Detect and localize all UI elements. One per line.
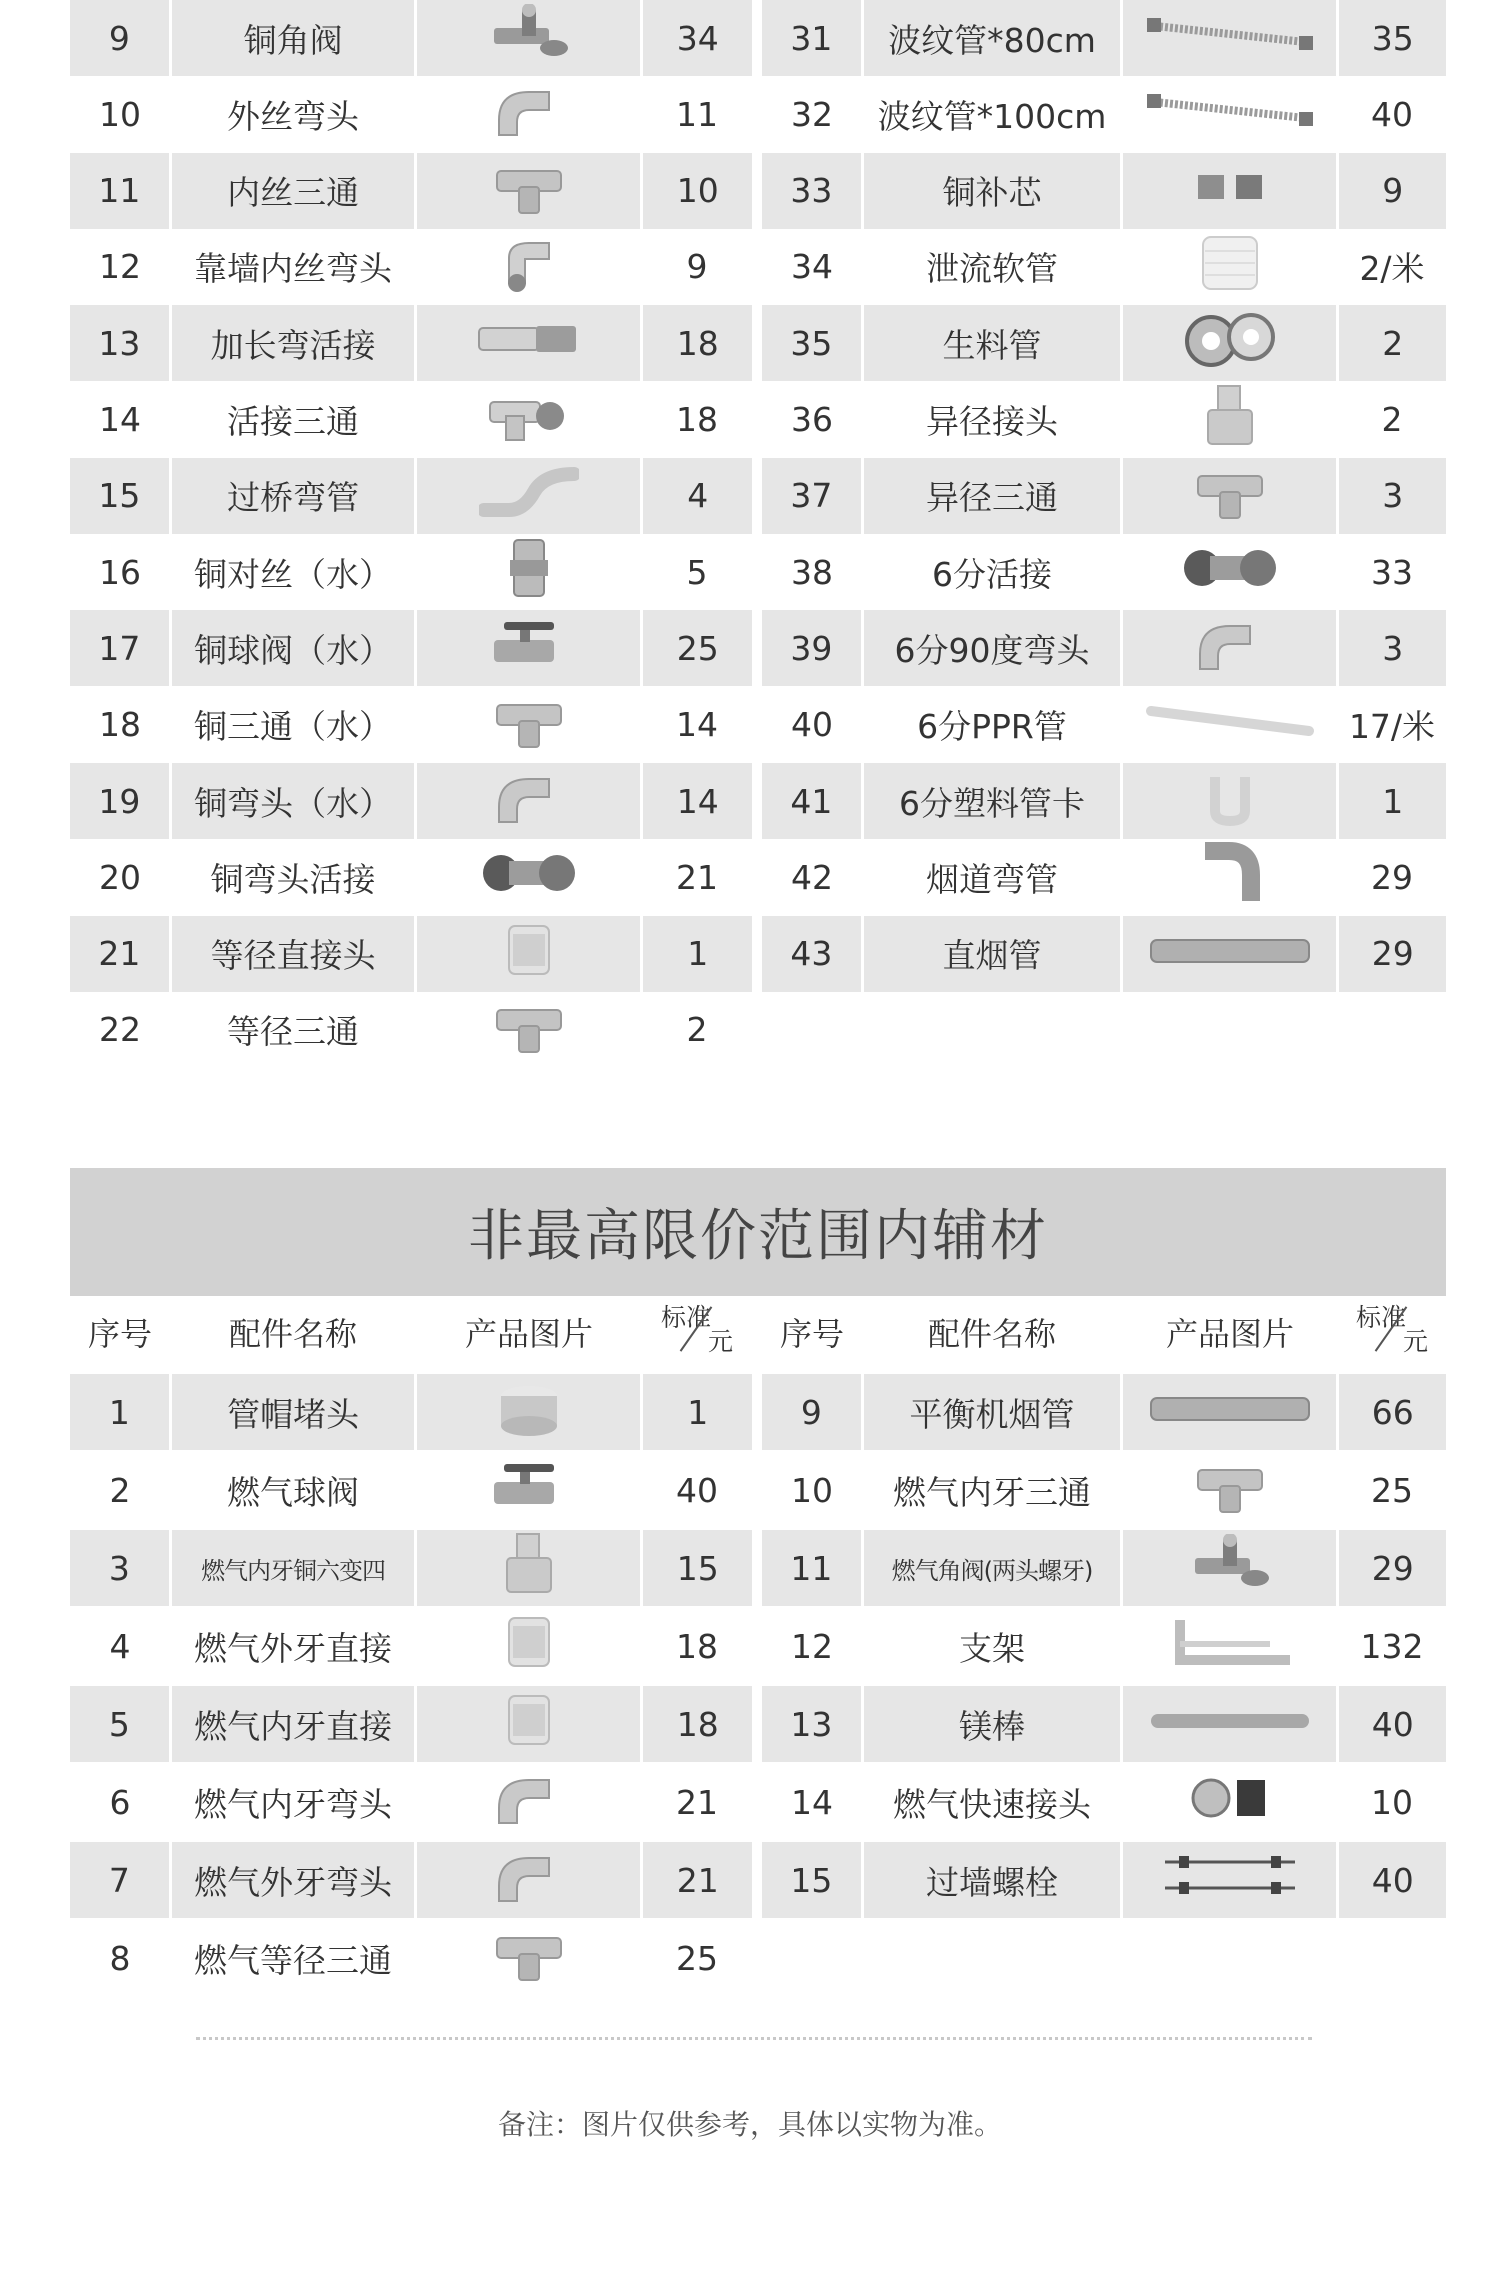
header-image: 产品图片: [464, 1315, 593, 1353]
row-number: 39: [790, 628, 833, 668]
part-name: 铜弯头（水）: [169, 763, 415, 839]
header-price-right: [1338, 1298, 1446, 1366]
ball-valve-icon: [484, 1456, 574, 1524]
flue-pipe-icon: [1145, 930, 1315, 978]
standard-price: 14: [676, 705, 718, 745]
standard-price: 40: [1336, 1842, 1446, 1918]
row-number: 41: [790, 781, 833, 821]
standard-price: 40: [1336, 1686, 1446, 1762]
angle-valve-icon: [484, 4, 574, 72]
row-number: 9: [800, 1392, 822, 1432]
part-name: 燃气内牙铜六变四: [169, 1530, 415, 1606]
standard-price: 2: [1336, 305, 1446, 381]
header-no-right: 序号: [779, 1315, 844, 1353]
row-number: 33: [790, 171, 833, 211]
product-image: [1122, 703, 1338, 747]
union-icon: [479, 845, 579, 909]
table-row: [70, 839, 752, 915]
table-row: [762, 1686, 1446, 1762]
standard-price: 35: [1336, 0, 1446, 76]
standard-price: 29: [1336, 1530, 1446, 1606]
part-name: 外丝弯头: [227, 96, 359, 136]
nipple-icon: [504, 536, 554, 608]
row-number: 12: [99, 247, 141, 287]
product-image: [1122, 90, 1338, 138]
row-number: 40: [791, 705, 833, 745]
product-image: [1122, 1456, 1338, 1524]
part-name: 平衡机烟管: [861, 1374, 1121, 1450]
part-name: 铜补芯: [861, 153, 1121, 229]
row-number: 13: [98, 323, 141, 363]
table-row: [762, 76, 1446, 152]
row-number: 5: [108, 1704, 130, 1744]
standard-price: 18: [640, 1686, 752, 1762]
reducer-icon: [499, 1532, 559, 1604]
standard-price: 66: [1336, 1374, 1446, 1450]
product-image: [414, 305, 640, 381]
elbow-icon: [489, 1768, 569, 1836]
reducer-icon: [1200, 384, 1260, 456]
product-image: [1120, 916, 1336, 992]
part-name: 活接三通: [227, 402, 359, 441]
row-number: 22: [99, 1010, 141, 1050]
pipe-clip-icon: [1205, 767, 1255, 835]
product-image: [414, 916, 640, 992]
dotted-divider: [196, 2037, 1312, 2040]
part-name: 直烟管: [861, 916, 1121, 992]
table-row: [70, 382, 752, 458]
corrugated-hose-icon: [1145, 14, 1315, 62]
pipe-cap-icon: [494, 1378, 564, 1446]
header-price-standard-right: 标准: [1356, 1303, 1407, 1332]
product-image: [1120, 1842, 1336, 1918]
product-image: [1122, 1614, 1338, 1678]
pipe-icon: [1145, 703, 1315, 747]
table-row: [70, 305, 752, 381]
standard-price: 14: [640, 763, 752, 839]
bushing-icon: [1180, 167, 1280, 215]
coupling-icon: [499, 1690, 559, 1758]
part-name: 铜对丝（水）: [194, 554, 392, 594]
table-row: [762, 305, 1446, 381]
table-row: [70, 0, 752, 76]
part-name: 内丝三通: [169, 153, 415, 229]
table-row: [762, 1842, 1446, 1918]
table-row: [70, 763, 752, 839]
drain-hose-icon: [1195, 233, 1265, 301]
tee-icon: [1190, 1456, 1270, 1524]
standard-price: 25: [640, 610, 752, 686]
part-name: 波纹管*100cm: [877, 96, 1107, 136]
tee-icon: [489, 996, 569, 1064]
part-name: 燃气角阀(两头螺牙): [861, 1530, 1121, 1606]
product-image: [416, 1456, 642, 1524]
tee-icon: [1190, 462, 1270, 530]
row-number: 32: [791, 94, 833, 134]
row-number: 6: [109, 1782, 131, 1822]
part-name: 烟道弯管: [926, 859, 1058, 899]
standard-price: 10: [640, 153, 752, 229]
row-number: 18: [99, 705, 141, 745]
table-row: [70, 1608, 752, 1684]
row-number: 34: [791, 247, 833, 287]
angle-valve-icon: [1185, 1534, 1275, 1602]
row-number: 38: [791, 552, 833, 592]
header-name: 配件名称: [228, 1315, 357, 1353]
product-image: [416, 996, 642, 1064]
part-name: 管帽堵头: [169, 1374, 415, 1450]
part-name: 波纹管*80cm: [861, 0, 1121, 76]
table-row: [762, 0, 1446, 76]
row-number: 35: [790, 323, 833, 363]
part-name: 燃气内牙直接: [169, 1686, 415, 1762]
row-number: 20: [99, 857, 141, 897]
table-row: [70, 610, 752, 686]
part-name: 燃气快速接头: [893, 1784, 1091, 1824]
standard-price: 18: [676, 1626, 718, 1666]
product-image: [416, 691, 642, 759]
standard-price: 3: [1336, 458, 1446, 534]
flue-elbow-icon: [1195, 841, 1265, 913]
standard-price: 1: [640, 1374, 752, 1450]
product-image: [416, 1612, 642, 1680]
standard-price: 18: [640, 305, 752, 381]
section-title: 非最高限价范围内辅材: [468, 1204, 1048, 1269]
row-number: 21: [98, 934, 141, 974]
row-number: 42: [791, 857, 833, 897]
row-number: 14: [791, 1782, 833, 1822]
union-icon: [1180, 540, 1280, 604]
part-name: 加长弯活接: [169, 305, 415, 381]
row-number: 31: [790, 18, 833, 58]
elbow-icon: [1190, 614, 1270, 682]
table-row: [762, 153, 1446, 229]
part-name: 燃气内牙三通: [893, 1472, 1091, 1512]
standard-price: 40: [676, 1470, 718, 1510]
row-number: 10: [791, 1470, 833, 1510]
flue-pipe-icon: [1145, 1388, 1315, 1436]
row-number: 9: [108, 18, 130, 58]
standard-price: 25: [1371, 1470, 1413, 1510]
top-table: [70, 0, 1446, 1100]
table-row: [70, 153, 752, 229]
standard-price: 21: [640, 1842, 752, 1918]
anode-rod-icon: [1145, 1705, 1315, 1744]
bolt-icon: [1155, 1846, 1305, 1914]
union-tee-icon: [484, 386, 574, 454]
product-image: [414, 763, 640, 839]
product-image: [414, 458, 640, 534]
part-name: 生料管: [861, 305, 1121, 381]
table-row: [70, 458, 752, 534]
product-image: [416, 80, 642, 148]
table-row: [762, 916, 1446, 992]
part-name: 过桥弯管: [169, 458, 415, 534]
standard-price: 2: [1381, 400, 1403, 439]
elbow-icon: [489, 80, 569, 148]
standard-price: 4: [640, 458, 752, 534]
header-price-unit-right: 元: [1402, 1327, 1428, 1356]
table-row: [70, 1374, 752, 1450]
product-image: [416, 386, 642, 454]
product-image: [416, 1924, 642, 1992]
row-number: 43: [790, 934, 833, 974]
standard-price: 3: [1336, 610, 1446, 686]
part-name: 6分活接: [932, 554, 1052, 594]
part-name: 异径三通: [861, 458, 1121, 534]
row-number: 8: [109, 1938, 131, 1978]
table-row: [762, 839, 1446, 915]
standard-price: 25: [676, 1938, 718, 1978]
product-image: [1120, 763, 1336, 839]
standard-price: 2: [686, 1010, 708, 1050]
standard-price: 21: [676, 1782, 718, 1822]
standard-price: 132: [1360, 1626, 1424, 1666]
row-number: 11: [98, 171, 141, 211]
row-number: 37: [790, 476, 833, 516]
product-image: [414, 610, 640, 686]
coupling-icon: [499, 920, 559, 988]
row-number: 14: [99, 400, 141, 439]
part-name: 过墙螺栓: [861, 1842, 1121, 1918]
part-name: 等径直接头: [169, 916, 415, 992]
table-row: [762, 1764, 1446, 1840]
table-row: [70, 229, 752, 305]
part-name: 燃气外牙直接: [194, 1628, 392, 1668]
product-image: [414, 153, 640, 229]
corrugated-hose-icon: [1145, 90, 1315, 138]
standard-price: 21: [676, 857, 718, 897]
row-number: 4: [109, 1626, 131, 1666]
header-price-standard: 标准: [661, 1303, 712, 1332]
table-row: [762, 610, 1446, 686]
quick-connector-icon: [1175, 1768, 1285, 1836]
row-number: 13: [790, 1704, 833, 1744]
product-image: [414, 1686, 640, 1762]
row-number: 17: [98, 628, 141, 668]
product-image: [416, 233, 642, 301]
row-number: 1: [108, 1392, 130, 1432]
part-name: 铜角阀: [169, 0, 415, 76]
product-image: [1120, 305, 1336, 381]
product-image: [1122, 233, 1338, 301]
product-image: [1120, 610, 1336, 686]
product-image: [1120, 458, 1336, 534]
product-image: [1120, 153, 1336, 229]
table-row: [70, 992, 752, 1068]
part-name: 支架: [959, 1628, 1025, 1668]
product-image: [414, 0, 640, 76]
row-number: 7: [108, 1860, 130, 1900]
long-union-icon: [474, 314, 584, 372]
wall-elbow-icon: [489, 233, 569, 301]
product-image: [414, 1530, 640, 1606]
standard-price: 15: [640, 1530, 752, 1606]
header-price: [642, 1298, 752, 1366]
standard-price: 40: [1371, 94, 1413, 134]
row-number: 19: [98, 781, 141, 821]
part-name: 燃气外牙弯头: [169, 1842, 415, 1918]
table-row: [762, 1374, 1446, 1450]
table-row: [762, 382, 1446, 458]
standard-price: 29: [1371, 857, 1413, 897]
standard-price: 1: [1336, 763, 1446, 839]
table-row: [762, 1452, 1446, 1528]
standard-price: 5: [686, 552, 708, 592]
table-row: [762, 763, 1446, 839]
standard-price: 18: [676, 400, 718, 439]
table-row: [762, 229, 1446, 305]
standard-price: 34: [640, 0, 752, 76]
product-image: [416, 845, 642, 909]
part-name: 6分PPR管: [917, 707, 1067, 747]
elbow-icon: [489, 1846, 569, 1914]
product-image: [1120, 1530, 1336, 1606]
row-number: 3: [108, 1548, 130, 1588]
section-banner: [70, 1168, 1446, 1296]
row-number: 15: [790, 1860, 833, 1900]
product-image: [414, 1842, 640, 1918]
tape-icon: [1175, 309, 1285, 377]
bridge-pipe-icon: [479, 462, 579, 530]
part-name: 燃气球阀: [227, 1472, 359, 1512]
footer-note: 备注：图片仅供参考，具体以实物为准。: [497, 2108, 1002, 2141]
product-image: [1122, 540, 1338, 604]
product-image: [1120, 1686, 1336, 1762]
row-number: 16: [99, 552, 141, 592]
header-price-unit: 元: [707, 1327, 733, 1356]
bottom-table: [70, 1374, 1446, 2014]
bracket-icon: [1160, 1614, 1300, 1678]
part-name: 泄流软管: [926, 249, 1058, 289]
standard-price: 11: [676, 94, 718, 134]
table-row: [70, 1842, 752, 1918]
coupling-icon: [499, 1612, 559, 1680]
standard-price: 2/米: [1359, 249, 1425, 289]
part-name: 铜球阀（水）: [169, 610, 415, 686]
table-row: [70, 687, 752, 763]
table-row: [70, 1452, 752, 1528]
table-row: [70, 534, 752, 610]
part-name: 6分90度弯头: [861, 610, 1121, 686]
part-name: 铜三通（水）: [194, 707, 392, 747]
table-row: [70, 1530, 752, 1606]
product-image: [1122, 1768, 1338, 1836]
tee-icon: [489, 157, 569, 225]
table-row: [762, 1608, 1446, 1684]
standard-price: 17/米: [1348, 707, 1436, 747]
table-row: [70, 916, 752, 992]
product-image: [1120, 0, 1336, 76]
table-row: [70, 76, 752, 152]
tee-icon: [489, 691, 569, 759]
standard-price: 9: [1336, 153, 1446, 229]
standard-price: 9: [686, 247, 708, 287]
standard-price: 1: [640, 916, 752, 992]
product-image: [416, 1768, 642, 1836]
row-number: 36: [791, 400, 833, 439]
product-image: [1122, 841, 1338, 913]
table-row: [762, 534, 1446, 610]
part-name: 燃气等径三通: [194, 1940, 392, 1980]
part-name: 靠墙内丝弯头: [194, 249, 392, 289]
table-row: [762, 1530, 1446, 1606]
part-name: 异径接头: [926, 402, 1058, 441]
standard-price: 29: [1336, 916, 1446, 992]
table-row: [70, 1764, 752, 1840]
tee-icon: [489, 1924, 569, 1992]
elbow-icon: [489, 767, 569, 835]
ball-valve-icon: [484, 614, 574, 682]
part-name: 等径三通: [227, 1012, 359, 1052]
standard-price: 33: [1371, 552, 1413, 592]
table-row: [762, 458, 1446, 534]
part-name: 镁棒: [861, 1686, 1121, 1762]
header-no: 序号: [87, 1315, 152, 1353]
product-image: [1122, 384, 1338, 456]
table-row: [70, 1686, 752, 1762]
row-number: 2: [109, 1470, 131, 1510]
row-number: 15: [98, 476, 141, 516]
product-image: [414, 1374, 640, 1450]
header-name-right: 配件名称: [927, 1315, 1056, 1353]
row-number: 12: [791, 1626, 833, 1666]
row-number: 11: [790, 1548, 833, 1588]
part-name: 铜弯头活接: [210, 859, 376, 899]
header-image-right: 产品图片: [1165, 1315, 1294, 1353]
product-image: [416, 536, 642, 608]
standard-price: 10: [1371, 1782, 1413, 1822]
row-number: 10: [99, 94, 141, 134]
part-name: 燃气内牙弯头: [194, 1784, 392, 1824]
part-name: 6分塑料管卡: [861, 763, 1121, 839]
table-row: [762, 687, 1446, 763]
table-header: [70, 1296, 1446, 1368]
product-image: [1120, 1374, 1336, 1450]
table-row: [70, 1920, 752, 1996]
